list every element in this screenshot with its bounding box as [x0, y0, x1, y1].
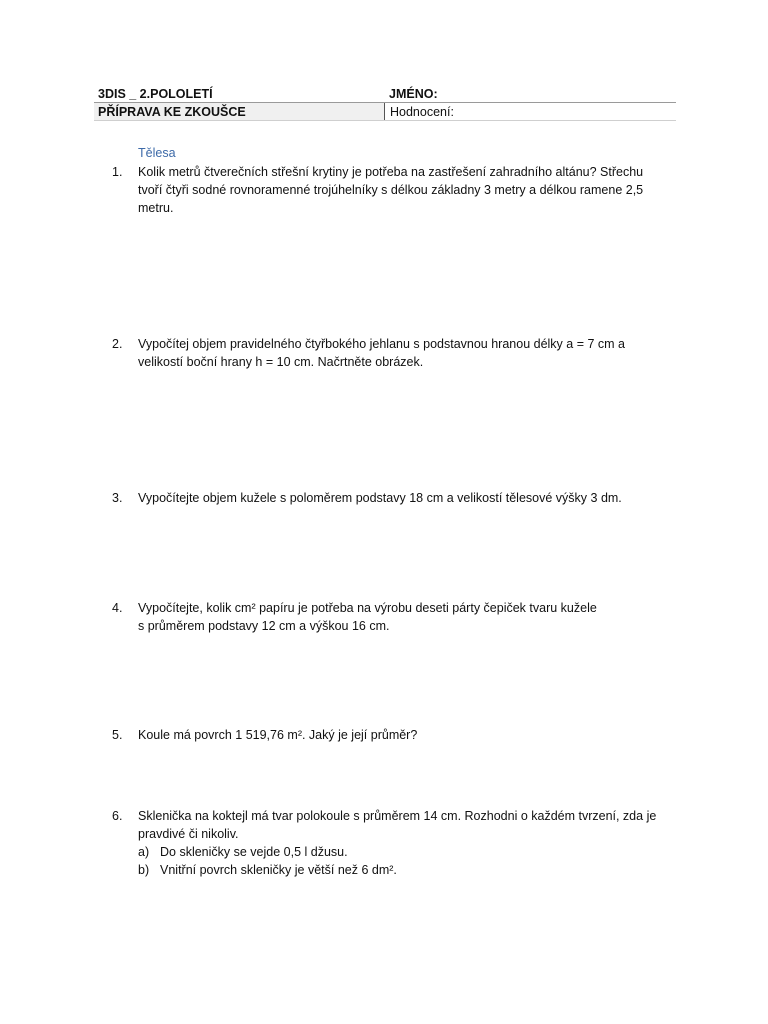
question-line: Kolik metrů čtverečních střešní krytiny je potřeba na zastřešení zahradního altánu? Střechu [138, 165, 644, 179]
question-number: 6. [112, 809, 123, 823]
header-row-2 [94, 103, 676, 121]
question-number: 3. [112, 491, 123, 505]
sub-item-text: Vnitřní povrch skleničky je větší než 6 dm². [160, 863, 397, 877]
question-line: pravdivé či nikoliv. [138, 827, 239, 841]
question-line: s průměrem podstavy 12 cm a výškou 16 cm. [138, 619, 390, 633]
name-label: JMÉNO: [389, 86, 438, 101]
question-number: 2. [112, 337, 123, 351]
sub-item-a [138, 843, 677, 861]
question-text [138, 807, 677, 843]
question-line: Koule má povrch 1 519,76 m². Jaký je její průměr? [138, 728, 418, 742]
header-table [94, 85, 676, 121]
question-1 [112, 163, 677, 217]
sub-item-letter: a) [138, 845, 150, 859]
header-row-1 [94, 85, 676, 103]
question-4 [112, 599, 677, 635]
question-text [138, 599, 677, 635]
section-title: Tělesa [138, 146, 176, 160]
question-text [138, 335, 677, 371]
question-5 [112, 726, 677, 744]
question-6 [112, 807, 677, 879]
question-number: 4. [112, 601, 123, 615]
question-line: Vypočítej objem pravidelného čtyřbokého jehlanu s podstavnou hranou délky a = 7 cm a [138, 337, 625, 351]
question-line: metru. [138, 201, 174, 215]
question-text [138, 489, 677, 507]
sub-item-b [138, 861, 677, 879]
question-text [138, 163, 677, 217]
question-2 [112, 335, 677, 371]
question-text [138, 726, 677, 744]
worksheet-subtitle: PŘÍPRAVA KE ZKOUŠCE [98, 104, 246, 119]
grade-label: Hodnocení: [384, 103, 676, 120]
question-number: 5. [112, 728, 123, 742]
question-line: Vypočítejte, kolik cm² papíru je potřeba na výrobu deseti párty čepiček tvaru kužele [138, 601, 597, 615]
question-line: tvoří čtyři sodné rovnoramenné trojúhelníky s délkou základny 3 metry a délkou ramene 2,5 [138, 183, 644, 197]
question-line: Vypočítejte objem kužele s poloměrem podstavy 18 cm a velikostí tělesové výšky 3 dm. [138, 491, 622, 505]
sub-item-text: Do skleničky se vejde 0,5 l džusu. [160, 845, 348, 859]
question-3 [112, 489, 677, 507]
sub-item-letter: b) [138, 863, 150, 877]
question-line: Sklenička na koktejl má tvar polokoule s průměrem 14 cm. Rozhodni o každém tvrzení, zda je [138, 809, 657, 823]
question-line: velikostí boční hrany h = 10 cm. Načrtněte obrázek. [138, 355, 424, 369]
class-semester: 3DIS _ 2.POLOLETÍ [98, 86, 213, 101]
question-number: 1. [112, 165, 123, 179]
